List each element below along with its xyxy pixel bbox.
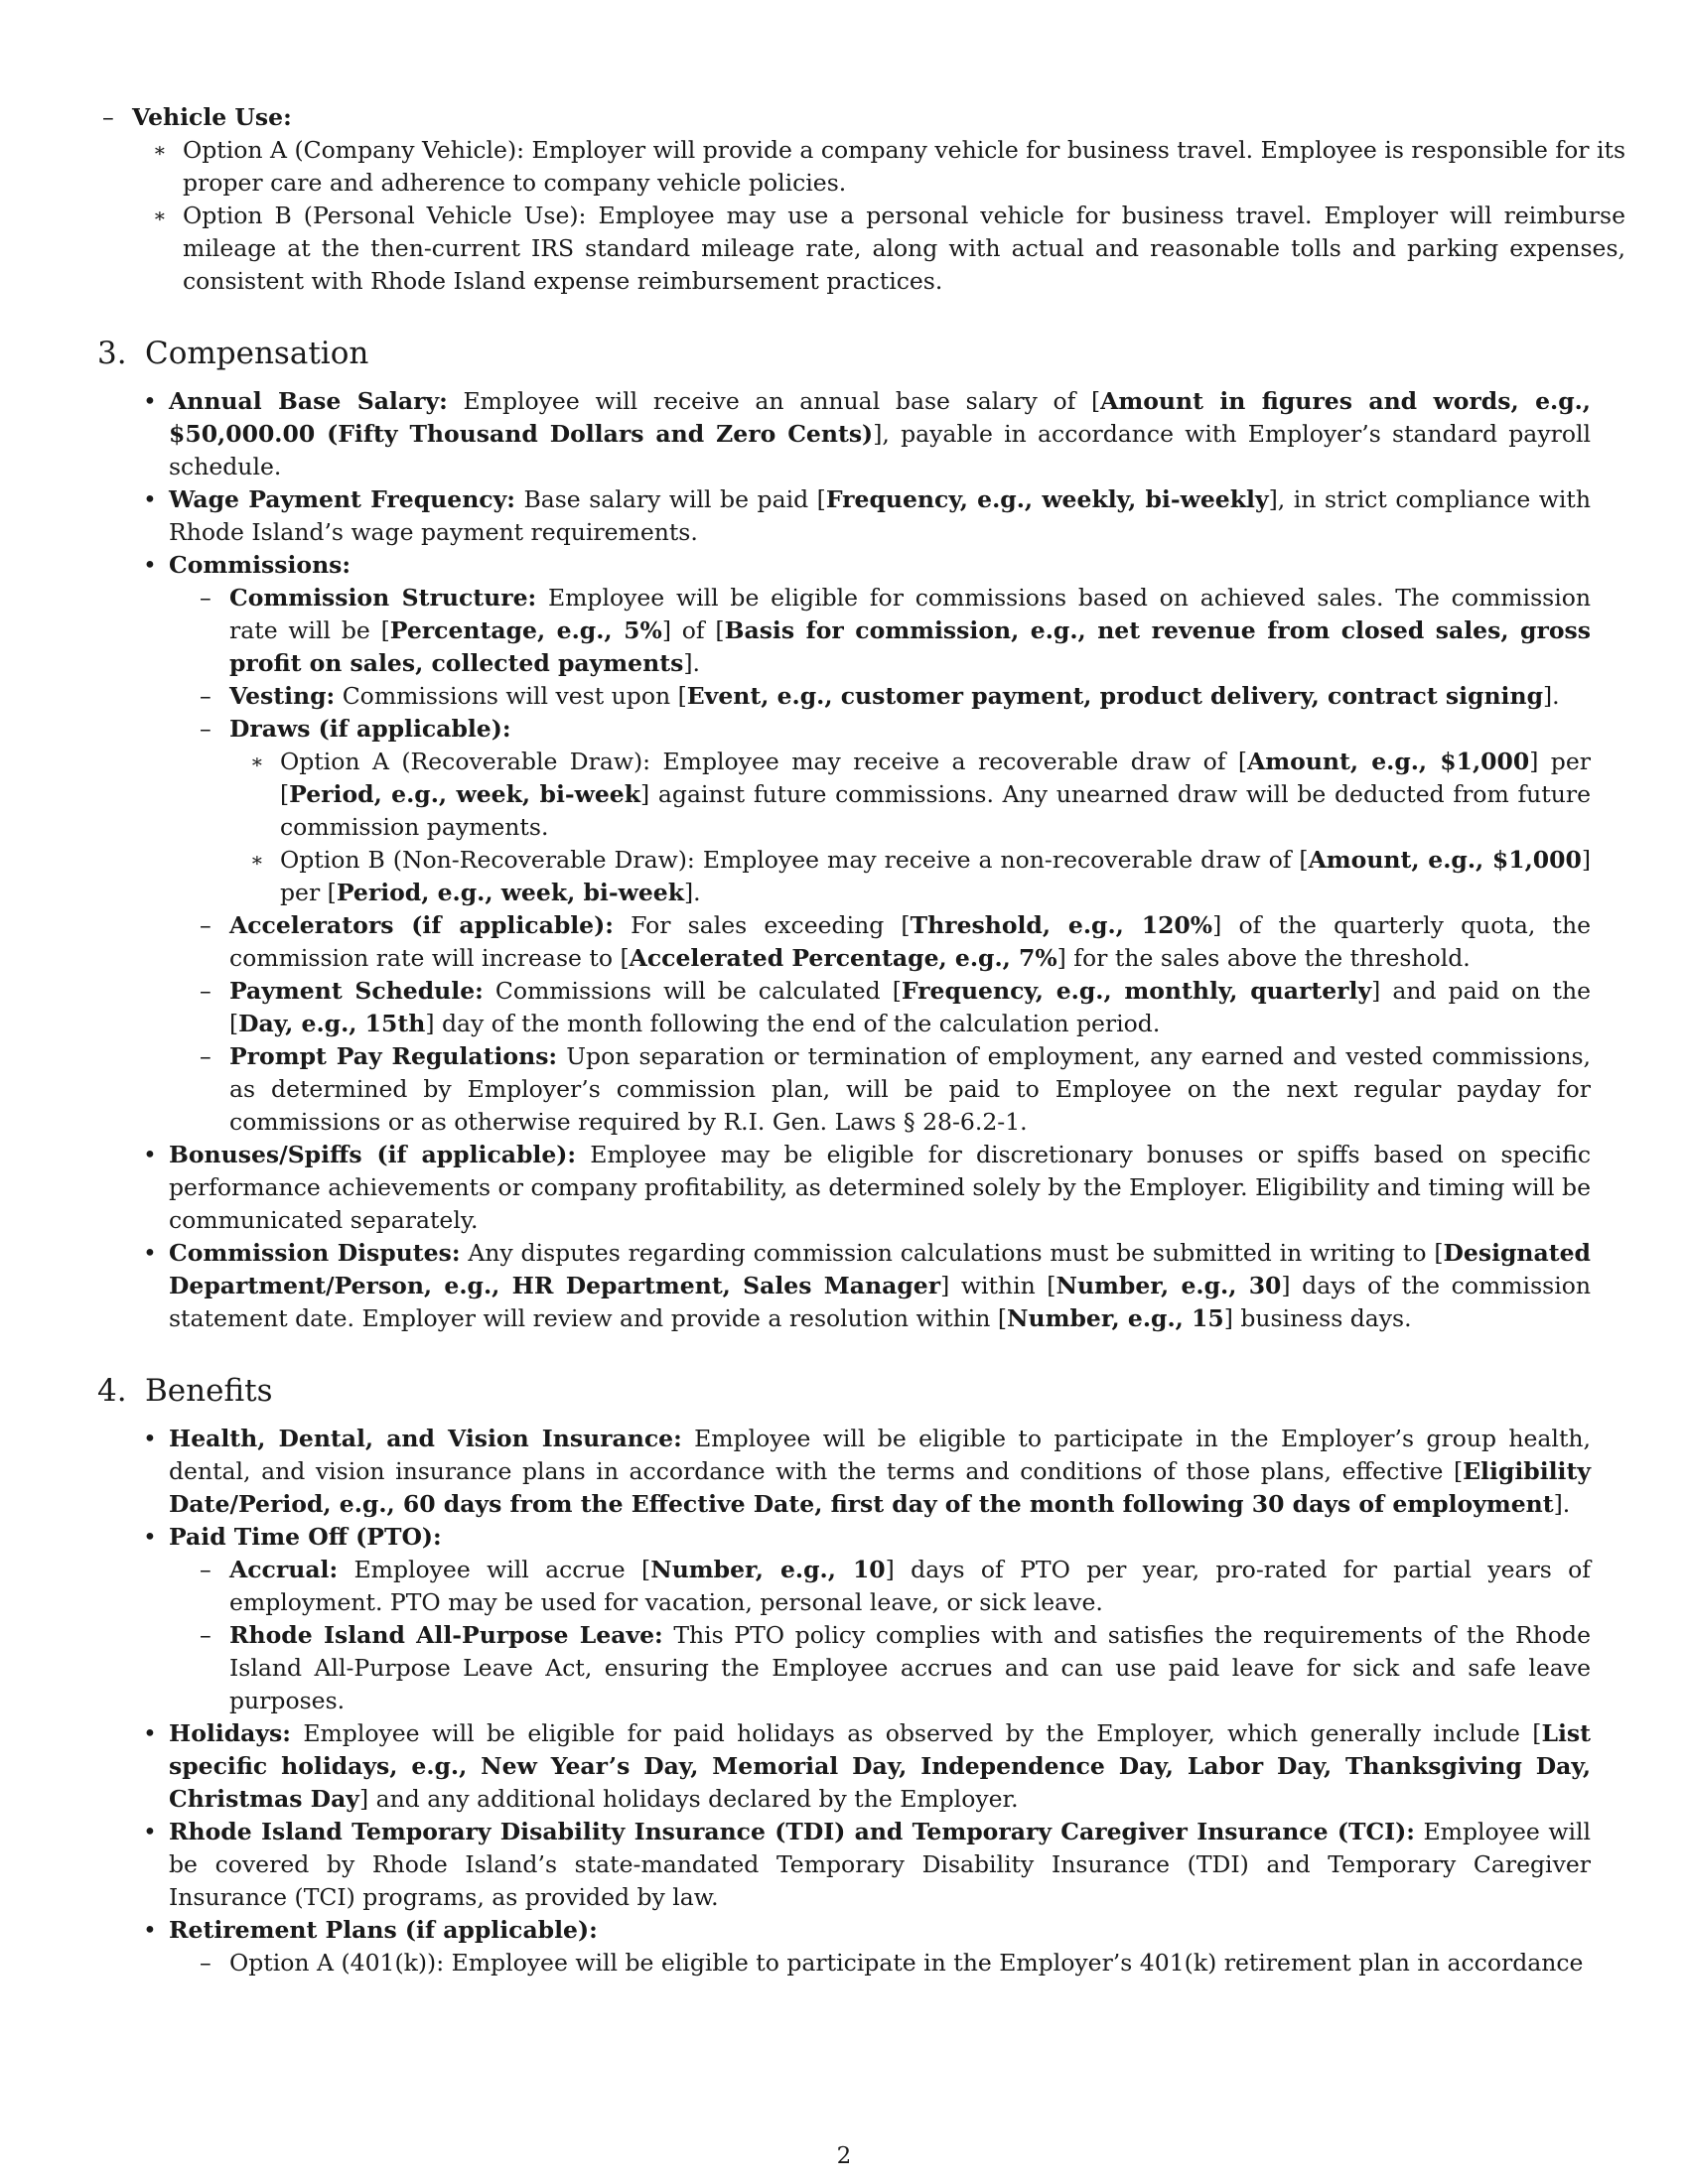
vesting-text-1: Commissions will vest upon [ bbox=[335, 682, 687, 710]
accelerators-text-3: ] for the sales above the threshold. bbox=[1056, 944, 1471, 972]
wage-placeholder: Frequency, e.g., weekly, bi-weekly bbox=[825, 485, 1269, 513]
section-3-number: 3. bbox=[97, 336, 127, 371]
wage-text-1: Base salary will be paid [ bbox=[514, 485, 826, 513]
pto-label: Paid Time Off (PTO): bbox=[169, 1523, 442, 1551]
disputes-label: Commission Disputes: bbox=[169, 1239, 461, 1267]
schedule-placeholder-1: Frequency, e.g., monthly, quarterly bbox=[901, 977, 1372, 1005]
prompt-pay-item bbox=[229, 1040, 1591, 1139]
vehicle-option-a: ∗ Option A (Company Vehicle): Employer will provide a company vehicle for business travel. Employee is responsible for its proper care and adherence to company vehicle policies. bbox=[183, 134, 1625, 200]
salary-placeholder: Amount in figures and words, e.g., $50,000.00 (Fifty Thousand Dollars and Zero Cents) bbox=[169, 387, 1591, 448]
disputes-text-3: ] days of the commission statement date. Employer will review and provide a resolution within [ bbox=[169, 1272, 1591, 1332]
list-item-wage-payment-frequency bbox=[169, 483, 1591, 549]
retirement-label: Retirement Plans (if applicable): bbox=[169, 1916, 598, 1944]
accrual-item bbox=[229, 1554, 1591, 1619]
list-item-commission-disputes bbox=[169, 1237, 1591, 1335]
list-item-commissions bbox=[169, 549, 1591, 1139]
salary-text-2: ], payable in accordance with Employer’s standard payroll schedule. bbox=[169, 420, 1592, 480]
section-3-title: Compensation bbox=[145, 336, 369, 371]
ri-leave-label: Rhode Island All-Purpose Leave: bbox=[229, 1621, 663, 1649]
retirement-sublist bbox=[169, 1947, 1591, 1979]
draw-a-placeholder-1: Amount, e.g., $1,000 bbox=[1247, 748, 1530, 775]
ri-leave-text: This PTO policy complies with and satisfies the requirements of the Rhode Island All-Purpose Leave Act, ensuring the Employee accrues and can use paid leave for sick and safe leave purposes. bbox=[229, 1621, 1591, 1714]
accelerators-text-1: For sales exceeding [ bbox=[613, 911, 911, 939]
health-text-1: Employee will be eligible to participate in the Employer’s group health, dental, and vision insurance plans in accordance with the terms and conditions of those plans, effective [ bbox=[169, 1425, 1591, 1485]
accrual-text-2: ] days of PTO per year, pro-rated for partial years of employment. PTO may be used for vacation, personal leave, or sick leave. bbox=[229, 1556, 1591, 1616]
vesting-item bbox=[229, 680, 1591, 713]
schedule-text-3: ] day of the month following the end of the calculation period. bbox=[425, 1010, 1161, 1037]
schedule-text-1: Commissions will be calculated [ bbox=[483, 977, 902, 1005]
disputes-placeholder-3: Number, e.g., 15 bbox=[1007, 1304, 1224, 1332]
wage-text-2: ], in strict compliance with Rhode Island’s wage payment requirements. bbox=[169, 485, 1591, 546]
accelerators-item bbox=[229, 909, 1591, 975]
page-content bbox=[97, 101, 1625, 1979]
bonuses-text: Employee may be eligible for discretionary bonuses or spiffs based on specific performance achievements or company profitability, as determined solely by the Employer. Eligibility and timing will be communicated separately. bbox=[169, 1141, 1592, 1234]
accelerators-text-2: ] of the quarterly quota, the commission rate will increase to [ bbox=[229, 911, 1591, 972]
tdi-label: Rhode Island Temporary Disability Insurance (TDI) and Temporary Caregiver Insurance (TCI): bbox=[169, 1818, 1415, 1845]
compensation-list bbox=[97, 385, 1591, 1335]
health-text-2: ]. bbox=[1553, 1490, 1571, 1518]
section-4-number: 4. bbox=[97, 1373, 127, 1409]
list-item-tdi-tci bbox=[169, 1816, 1591, 1914]
section-3-heading bbox=[97, 334, 1591, 373]
draw-a-placeholder-2: Period, e.g., week, bi-week bbox=[289, 780, 641, 808]
bonuses-label: Bonuses/Spiffs (if applicable): bbox=[169, 1141, 577, 1168]
prompt-pay-label: Prompt Pay Regulations: bbox=[229, 1042, 558, 1070]
structure-text-3: ]. bbox=[683, 649, 700, 677]
accrual-placeholder: Number, e.g., 10 bbox=[650, 1556, 886, 1583]
wage-label: Wage Payment Frequency: bbox=[169, 485, 515, 513]
schedule-placeholder-2: Day, e.g., 15th bbox=[238, 1010, 426, 1037]
section-4-heading bbox=[97, 1371, 1591, 1411]
vehicle-option-b: ∗ Option B (Personal Vehicle Use): Employee may use a personal vehicle for business travel. Employer will reimburse mileage at the then-current IRS standard mileage rate, along with actual and reasonable tolls and parking expenses, consistent with Rhode Island expense reimbursement practices. bbox=[183, 200, 1625, 298]
accelerators-label: Accelerators (if applicable): bbox=[229, 911, 614, 939]
commissions-label: Commissions: bbox=[169, 551, 352, 579]
structure-placeholder-1: Percentage, e.g., 5% bbox=[389, 616, 662, 644]
draw-option-b bbox=[280, 844, 1591, 909]
draw-b-text-2: ] per [ bbox=[280, 846, 1591, 906]
draws-options bbox=[229, 746, 1591, 909]
schedule-label: Payment Schedule: bbox=[229, 977, 484, 1005]
structure-text-1: Employee will be eligible for commissions based on achieved sales. The commission rate will be [ bbox=[229, 584, 1591, 644]
disputes-placeholder-1: Designated Department/Person, e.g., HR Department, Sales Manager bbox=[169, 1239, 1591, 1299]
retirement-option-a: – Option A (401(k)): Employee will be eligible to participate in the Employer’s 401(k) retirement plan in accordance bbox=[229, 1947, 1591, 1979]
draw-a-text-1: Option A (Recoverable Draw): Employee may receive a recoverable draw of [ bbox=[280, 748, 1248, 775]
vehicle-use-list bbox=[0, 101, 1625, 298]
disputes-text-2: ] within [ bbox=[940, 1272, 1056, 1299]
prompt-pay-text: Upon separation or termination of employment, any earned and vested commissions, as determined by Employer’s commission plan, will be paid to Employee on the next regular payday for commissions or as otherwise required by R.I. Gen. Laws § 28-6.2-1. bbox=[229, 1042, 1591, 1136]
commission-structure-item bbox=[229, 582, 1591, 680]
payment-schedule-item bbox=[229, 975, 1591, 1040]
list-item-holidays bbox=[169, 1717, 1591, 1816]
health-label: Health, Dental, and Vision Insurance: bbox=[169, 1425, 682, 1452]
pto-sublist bbox=[169, 1554, 1591, 1717]
holidays-text-1: Employee will be eligible for paid holidays as observed by the Employer, which generally include [ bbox=[290, 1719, 1542, 1747]
holidays-label: Holidays: bbox=[169, 1719, 291, 1747]
tdi-text: Employee will be covered by Rhode Island’s state-mandated Temporary Disability Insurance (TDI) and Temporary Caregiver Insurance (TCI) programs, as provided by law. bbox=[169, 1818, 1591, 1911]
draw-b-text-1: Option B (Non-Recoverable Draw): Employee may receive a non-recoverable draw of [ bbox=[280, 846, 1309, 874]
vesting-label: Vesting: bbox=[229, 682, 336, 710]
accelerators-placeholder-1: Threshold, e.g., 120% bbox=[910, 911, 1213, 939]
disputes-text-1: Any disputes regarding commission calculations must be submitted in writing to [ bbox=[460, 1239, 1444, 1267]
list-item-annual-base-salary bbox=[169, 385, 1591, 483]
accrual-text-1: Employee will accrue [ bbox=[338, 1556, 651, 1583]
draw-a-text-2: ] per [ bbox=[280, 748, 1591, 808]
vehicle-use-item bbox=[132, 101, 1625, 298]
accrual-label: Accrual: bbox=[229, 1556, 339, 1583]
ri-leave-item bbox=[229, 1619, 1591, 1717]
benefits-list bbox=[97, 1423, 1591, 1979]
structure-text-2: ] of [ bbox=[661, 616, 725, 644]
holidays-placeholder: List specific holidays, e.g., New Year’s Day, Memorial Day, Independence Day, Labor Day, Thanksgiving Day, Christmas Day bbox=[169, 1719, 1591, 1813]
draws-item bbox=[229, 713, 1591, 909]
list-item-retirement bbox=[169, 1914, 1591, 1979]
health-placeholder: Eligibility Date/Period, e.g., 60 days from the Effective Date, first day of the month following 30 days of employment bbox=[169, 1457, 1591, 1518]
vehicle-use-label: Vehicle Use: bbox=[132, 103, 292, 131]
page-number: 2 bbox=[836, 2143, 852, 2169]
list-item-pto bbox=[169, 1521, 1591, 1717]
draw-b-text-3: ]. bbox=[684, 879, 701, 906]
vehicle-options bbox=[132, 134, 1625, 298]
draw-b-placeholder-2: Period, e.g., week, bi-week bbox=[336, 879, 685, 906]
commissions-sublist bbox=[169, 582, 1591, 1139]
structure-label: Commission Structure: bbox=[229, 584, 537, 612]
vesting-text-2: ]. bbox=[1543, 682, 1560, 710]
list-item-health-insurance bbox=[169, 1423, 1591, 1521]
structure-placeholder-2: Basis for commission, e.g., net revenue from closed sales, gross profit on sales, collected payments bbox=[229, 616, 1591, 677]
draw-a-text-3: ] against future commissions. Any unearned draw will be deducted from future commission payments. bbox=[280, 780, 1591, 841]
draw-b-placeholder-1: Amount, e.g., $1,000 bbox=[1308, 846, 1582, 874]
disputes-text-4: ] business days. bbox=[1223, 1304, 1412, 1332]
salary-text-1: Employee will receive an annual base salary of [ bbox=[447, 387, 1101, 415]
draws-label: Draws (if applicable): bbox=[229, 715, 511, 743]
salary-label: Annual Base Salary: bbox=[169, 387, 448, 415]
accelerators-placeholder-2: Accelerated Percentage, e.g., 7% bbox=[629, 944, 1057, 972]
list-item-bonuses bbox=[169, 1139, 1591, 1237]
draw-option-a bbox=[280, 746, 1591, 844]
vesting-placeholder: Event, e.g., customer payment, product delivery, contract signing bbox=[686, 682, 1544, 710]
schedule-text-2: ] and paid on the [ bbox=[229, 977, 1591, 1037]
holidays-text-2: ] and any additional holidays declared by the Employer. bbox=[358, 1785, 1019, 1813]
section-4-title: Benefits bbox=[145, 1373, 273, 1409]
disputes-placeholder-2: Number, e.g., 30 bbox=[1055, 1272, 1282, 1299]
